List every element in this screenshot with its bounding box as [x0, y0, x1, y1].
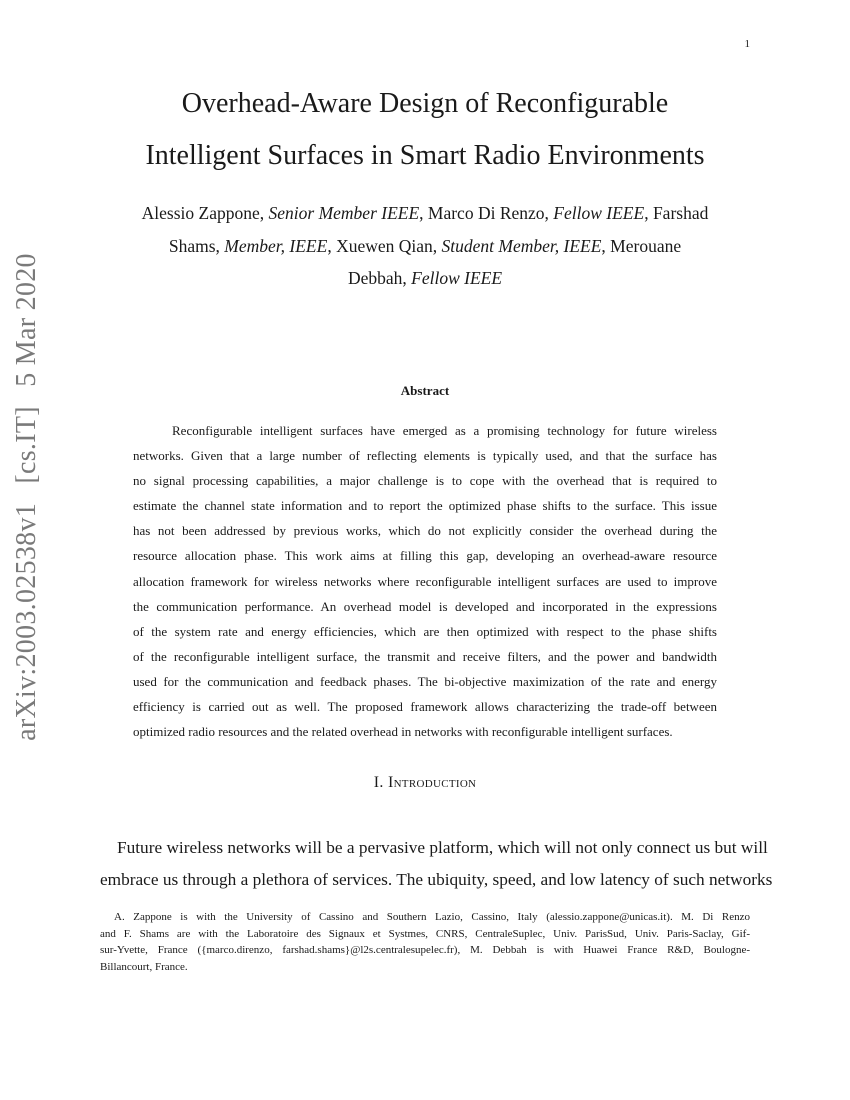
author-affiliation: Student Member, IEEE [441, 235, 602, 256]
author-name: , Xuewen Qian, [327, 235, 442, 256]
abstract-line: of the reconfigurable intelligent surface, the transmit and receive filters, and the power and bandwidth [133, 648, 717, 664]
title-line: Overhead-Aware Design of Reconfigurable [181, 88, 669, 119]
footnote-line: sur-Yvette, France ({marco.direnzo, farshad.shams}@l2s.centralesupelec.fr), M. Debbah is with Huawei France R&D, Boulogne- [100, 944, 750, 957]
abstract-line: used for the communication and feedback phases. The bi-objective maximization of the rate and energy [133, 673, 717, 689]
paper-title [0, 78, 850, 182]
section-number: I. [373, 774, 384, 791]
author-line [95, 230, 755, 263]
arxiv-stamp [11, 247, 43, 747]
author-list [95, 197, 755, 295]
author-name: , Merouane [601, 235, 682, 256]
abstract-body [133, 418, 717, 744]
author-name: Debbah, [347, 268, 412, 288]
abstract-line: of the system rate and energy efficiencies, which are then optimized with respect to the phase shifts [133, 623, 717, 639]
abstract-line: efficiency is carried out as well. The proposed framework allows characterizing the trade-off between [133, 699, 717, 715]
abstract-line: has not been addressed by previous works, which do not explicitly consider the overhead during the [133, 523, 717, 539]
author-affiliation: Fellow IEEE [553, 203, 645, 223]
author-name: Alessio Zappone, [141, 203, 269, 223]
abstract-line: estimate the channel state information and to report the optimized phase shifts to the surface. This issue [133, 498, 717, 514]
footnote [100, 909, 750, 976]
abstract-line: Reconfigurable intelligent surfaces have emerged as a promising technology for future wireless [172, 423, 717, 438]
abstract-heading: Abstract [400, 383, 450, 398]
footnote-line: A. Zappone is with the University of Cassino and Southern Lazio, Cassino, Italy (alessio.zappone@unicas.it). M. Di Renzo [114, 911, 750, 923]
author-name: , Farshad [644, 203, 709, 223]
footnote-line: and F. Shams are with the Laboratoire des Signaux et Systmes, CNRS, CentraleSuplec, Univ. ParisSud, Univ. Paris-Saclay, Gif- [100, 927, 750, 940]
author-affiliation: Member, IEEE [224, 235, 328, 256]
author-affiliation: Senior Member IEEE [268, 203, 420, 223]
arxiv-category: [cs.IT] [11, 406, 42, 484]
abstract-line: resource allocation phase. This work aims at filling this gap, developing an overhead-aware resource [133, 548, 717, 564]
title-line: Intelligent Surfaces in Smart Radio Environments [145, 140, 705, 171]
intro-line: embrace us through a plethora of services. The ubiquity, speed, and low latency of such networks [100, 870, 773, 889]
arxiv-id: arXiv:2003.02538v1 [11, 502, 42, 741]
author-line [95, 197, 755, 230]
author-affiliation: Fellow IEEE [411, 268, 503, 288]
section-heading [0, 774, 850, 792]
abstract-line: the communication performance. An overhead model is developed and incorporated in the expressions [133, 598, 717, 614]
author-line [95, 262, 755, 295]
intro-line: Future wireless networks will be a pervasive platform, which will not only connect us but will [117, 838, 768, 857]
abstract-line: no signal processing capabilities, a major challenge is to cope with the overhead that is required to [133, 473, 717, 489]
abstract-line: networks. Given that a large number of reflecting elements is typically used, and that the surface has [133, 448, 717, 464]
page-number: 1 [744, 38, 750, 50]
section-title: Introduction [387, 774, 477, 791]
abstract-line: allocation framework for wireless networks where reconfigurable intelligent surfaces are used to improve [133, 573, 717, 589]
intro-paragraph [100, 832, 773, 896]
footnote-line: Billancourt, France. [100, 961, 188, 974]
author-name: , Marco Di Renzo, [419, 203, 554, 223]
arxiv-date: 5 Mar 2020 [11, 253, 42, 387]
abstract-line: optimized radio resources and the related overhead in networks with reconfigurable intelligent surfaces. [133, 724, 673, 740]
author-name: Shams, [168, 235, 225, 256]
